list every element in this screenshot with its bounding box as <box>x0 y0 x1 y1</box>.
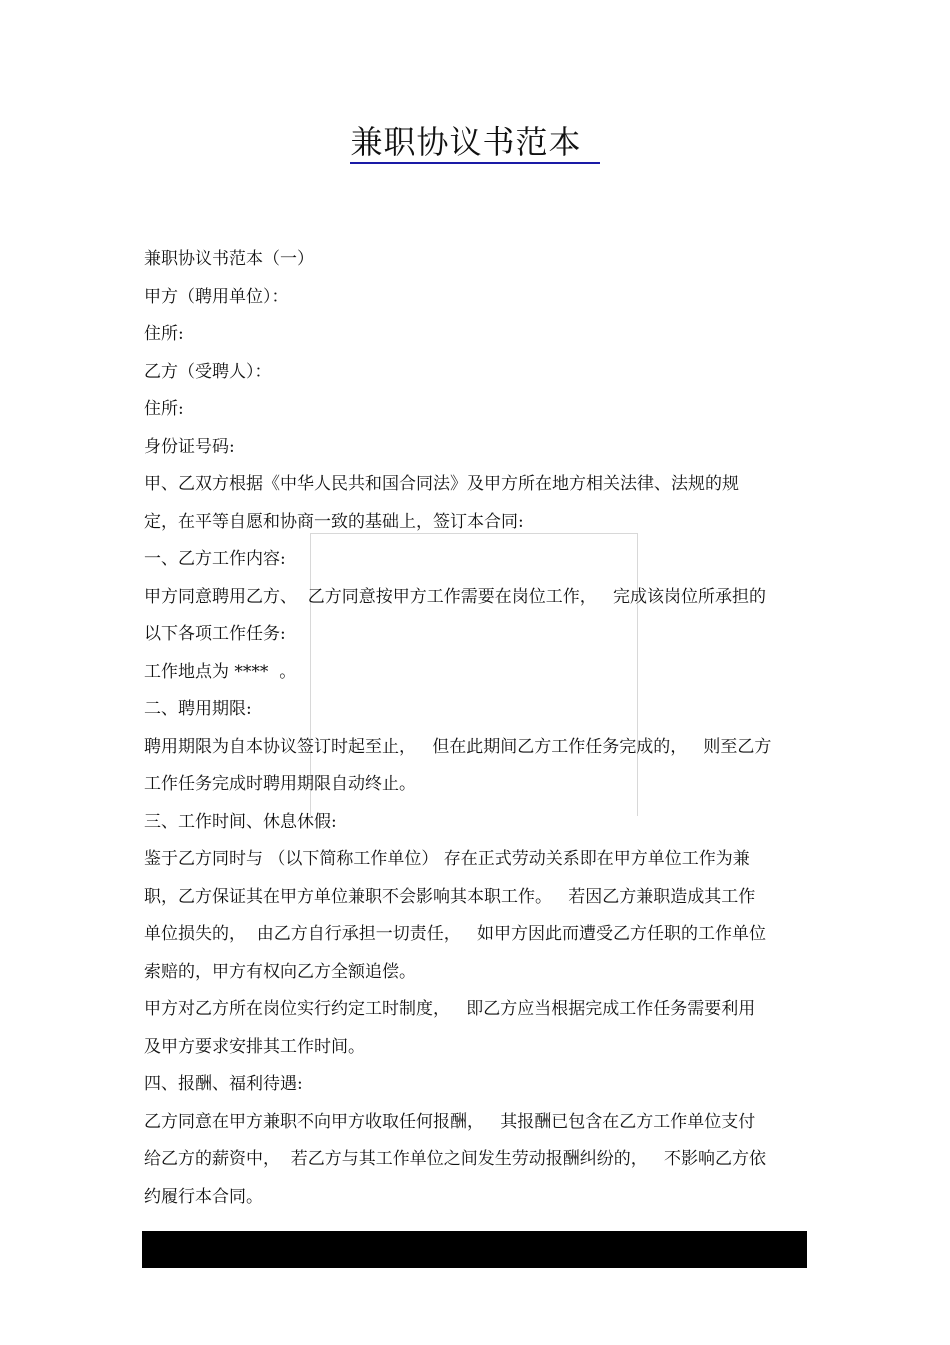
text-line: 职，乙方保证其在甲方单位兼职不会影响其本职工作。 若因乙方兼职造成其工作 <box>144 886 756 907</box>
text-line: 甲方（聘用单位）： <box>144 286 289 307</box>
document-title: 兼职协议书范本 <box>350 122 599 164</box>
text-line: 乙方（受聘人）： <box>144 361 272 382</box>
text-line: 住所: <box>144 399 184 419</box>
text-line: 给乙方的薪资中， 若乙方与其工作单位之间发生劳动报酬纠纷的， 不影响乙方依 <box>144 1149 767 1169</box>
text-line: 四、报酬、福利待遇: <box>144 1074 303 1094</box>
text-line: 乙方同意在甲方兼职不向甲方收取任何报酬， 其报酬已包含在乙方工作单位支付 <box>144 1111 756 1132</box>
text-line: 兼职协议书范本（一） <box>144 249 314 269</box>
text-line: 以下各项工作任务: <box>144 624 286 644</box>
document-title-wrap <box>0 122 950 164</box>
text-line: 聘用期限为自本协议签订时起至止， 但在此期间乙方工作任务完成的， 则至乙方 <box>144 736 772 757</box>
text-line: 工作任务完成时聘用期限自动终止。 <box>144 774 416 794</box>
document-body <box>144 241 804 1216</box>
text-line: 住所: <box>144 324 184 344</box>
text-line: 约履行本合同。 <box>144 1186 263 1207</box>
text-line: 二、聘用期限: <box>144 699 252 719</box>
text-line: 甲方对乙方所在岗位实行约定工时制度， 即乙方应当根据完成工作任务需要利用 <box>144 999 756 1019</box>
text-line: 甲、乙双方根据《中华人民共和国合同法》及甲方所在地方相关法律、法规的规 <box>144 474 739 494</box>
text-line: 及甲方要求安排其工作时间。 <box>144 1036 365 1057</box>
black-redaction-bar <box>142 1231 807 1268</box>
text-line: 工作地点为 **** 。 <box>144 661 297 682</box>
text-line: 定，在平等自愿和协商一致的基础上，签订本合同: <box>144 511 524 532</box>
text-line: 甲方同意聘用乙方、 乙方同意按甲方工作需要在岗位工作， 完成该岗位所承担的 <box>144 586 767 607</box>
text-line: 一、乙方工作内容: <box>144 549 286 569</box>
text-line: 鉴于乙方同时与 （以下简称工作单位） 存在正式劳动关系即在甲方单位工作为兼 <box>144 849 750 869</box>
text-line: 三、工作时间、休息休假: <box>144 811 337 832</box>
text-line: 索赔的，甲方有权向乙方全额追偿。 <box>144 961 416 982</box>
text-line: 身份证号码: <box>144 436 235 457</box>
text-line: 单位损失的， 由乙方自行承担一切责任， 如甲方因此而遭受乙方任职的工作单位 <box>144 924 767 944</box>
